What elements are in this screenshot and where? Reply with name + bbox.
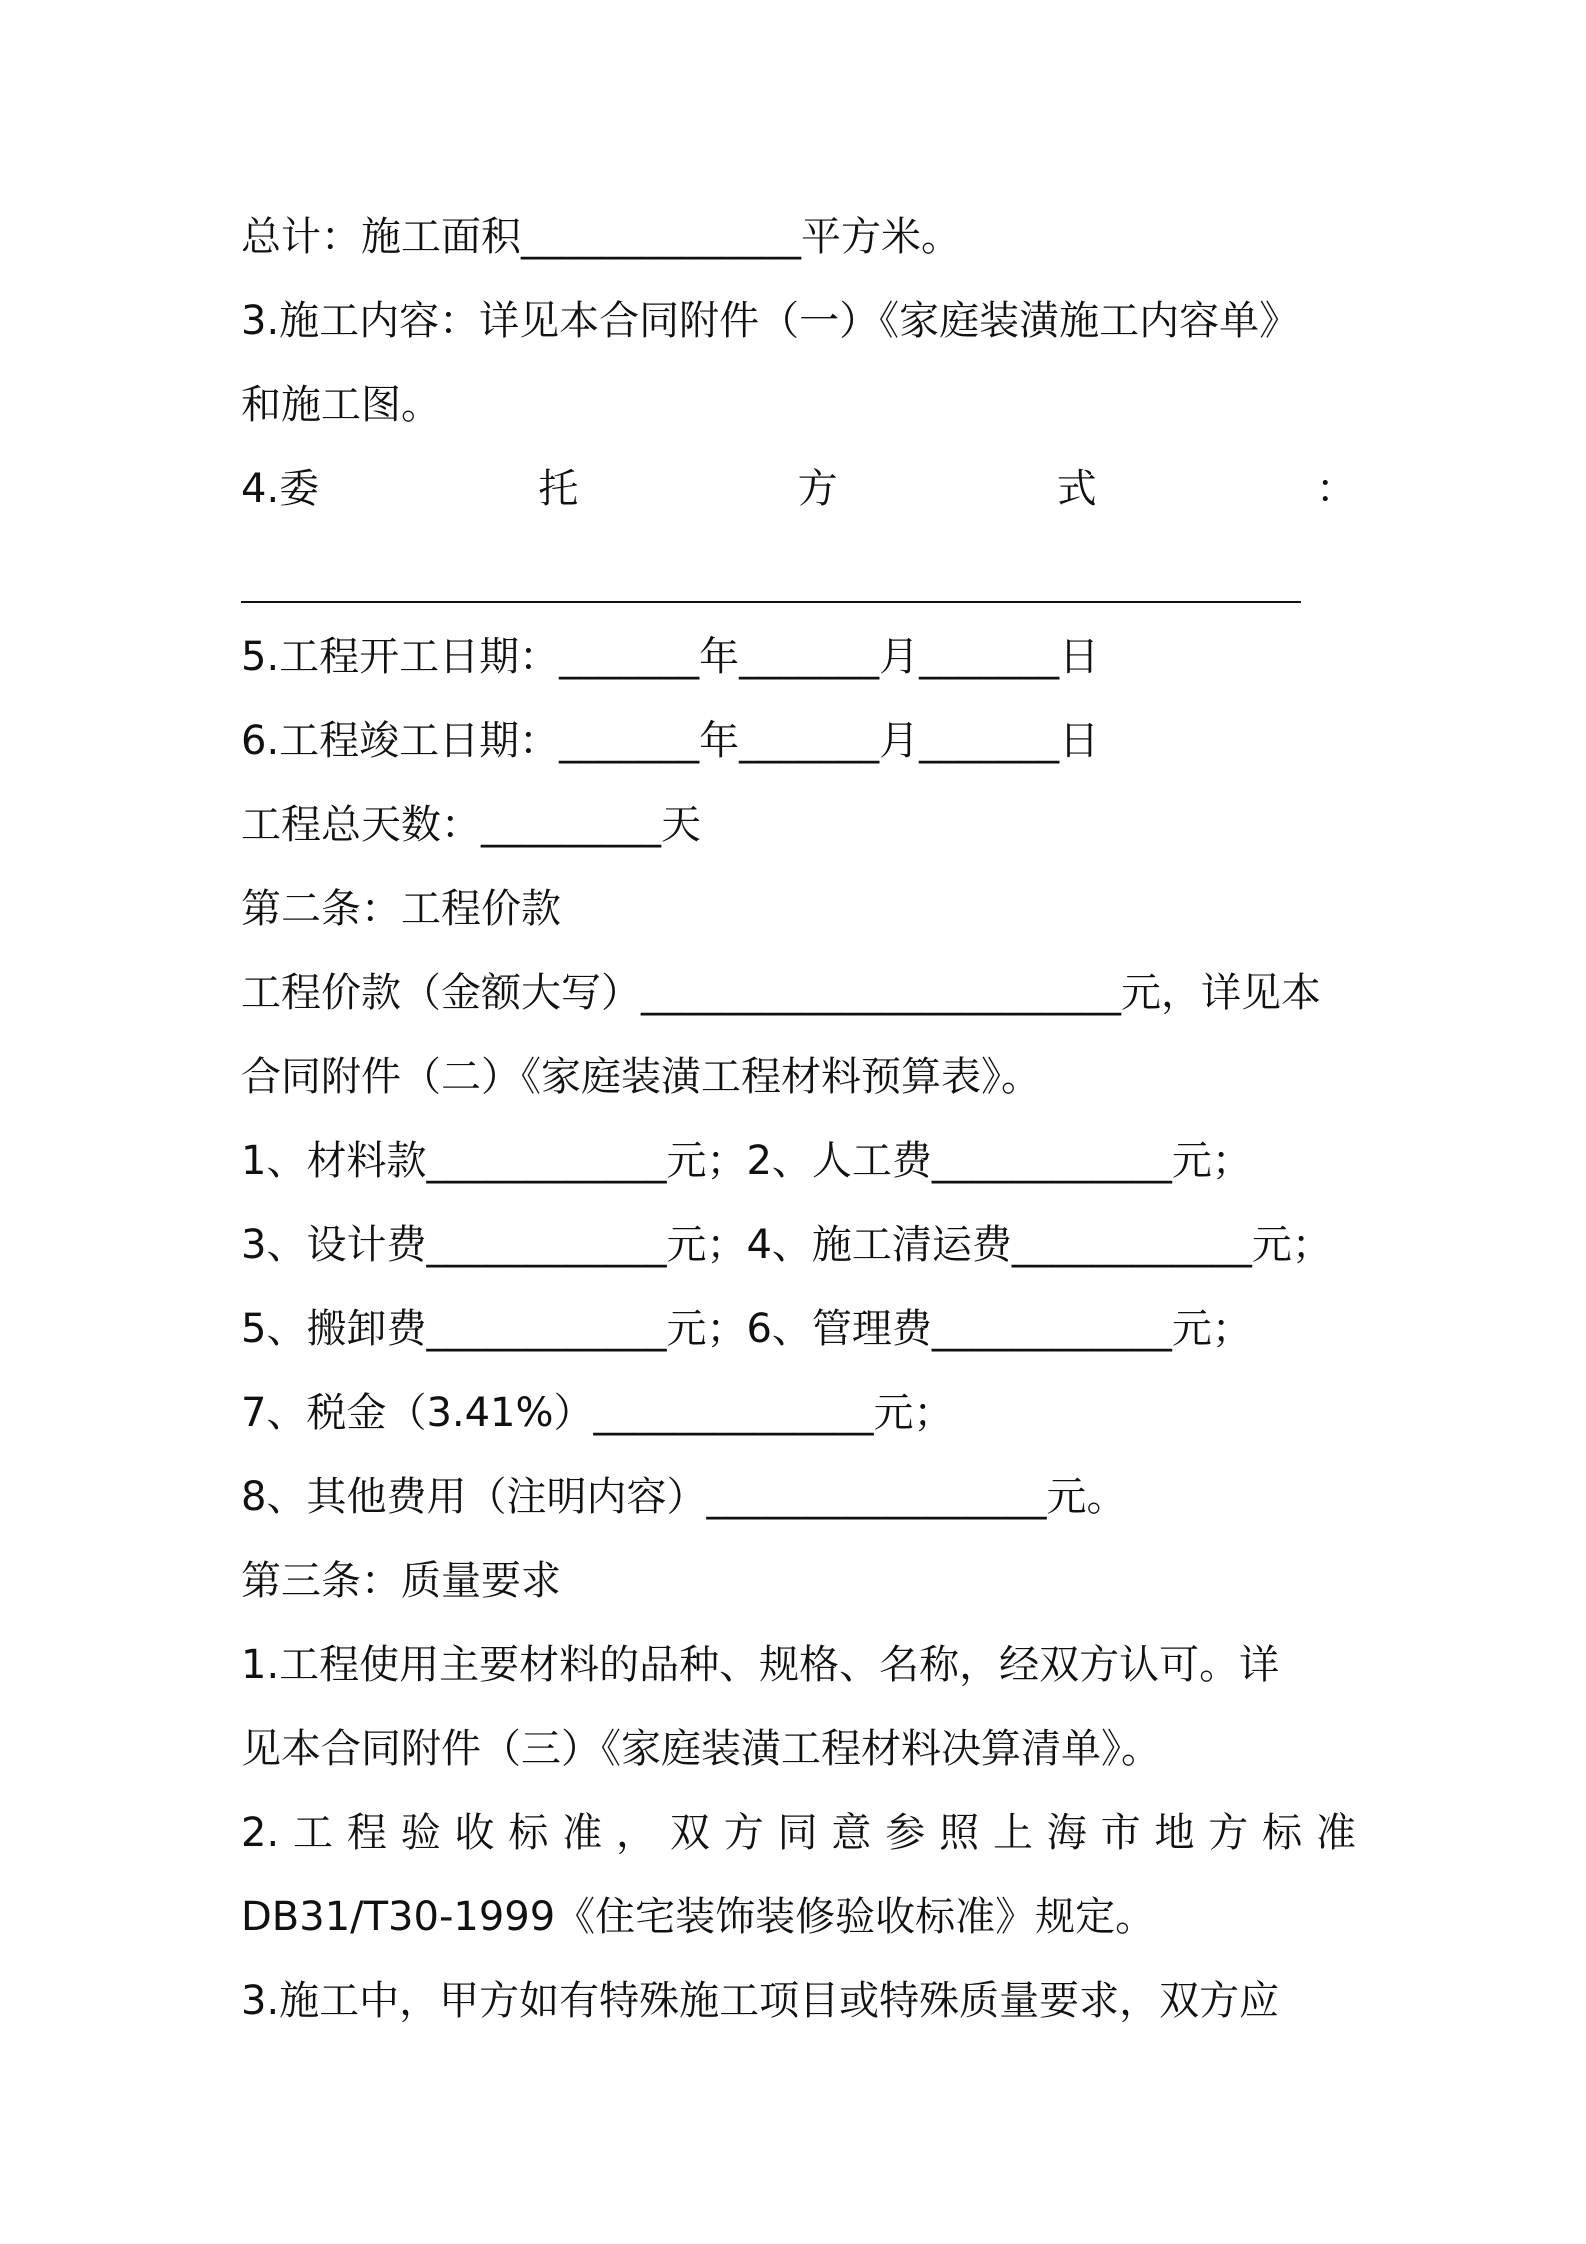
quality-item-2: 2.工程验收标准，双方同意参照上海市地方标准: [241, 1810, 1356, 1856]
quality-item-1-cont: 见本合同附件（三）《家庭装潢工程材料决算清单》。: [241, 1726, 1161, 1772]
entrust-method-line: [241, 447, 1356, 531]
tax-line: 7、税金（3.41%）______________元；: [241, 1390, 954, 1436]
fee-line-1: 1、材料款____________元；2、人工费____________元；: [241, 1138, 1252, 1184]
contract-text: [241, 195, 1356, 2043]
total-area-line: 总计：施工面积______________平方米。: [241, 214, 961, 260]
start-date-line: 5.工程开工日期：_______年_______月_______日: [241, 634, 1100, 680]
entrust-word-4: 式: [1056, 466, 1097, 512]
blank-rule: [241, 601, 1301, 603]
entrust-colon: ：: [1315, 466, 1356, 512]
completion-date-line: 6.工程竣工日期：_______年_______月_______日: [241, 718, 1100, 764]
entrust-blank-line: [241, 531, 1356, 615]
fee-line-3: 5、搬卸费____________元；6、管理费____________元；: [241, 1306, 1252, 1352]
price-line-cont: 合同附件（二）《家庭装潢工程材料预算表》。: [241, 1054, 1041, 1100]
price-line: 工程价款（金额大写）________________________元，详见本: [241, 970, 1321, 1016]
article-3-heading: 第三条：质量要求: [241, 1558, 561, 1604]
other-fees-line: 8、其他费用（注明内容）_________________元。: [241, 1474, 1127, 1520]
entrust-word-3: 方: [797, 466, 838, 512]
quality-item-2-cont: DB31/T30-1999《住宅装饰装修验收标准》规定。: [241, 1894, 1156, 1940]
entrust-word-1: 4.委: [241, 466, 320, 512]
entrust-word-2: 托: [538, 466, 579, 512]
fee-line-2: 3、设计费____________元；4、施工清运费____________元；: [241, 1222, 1332, 1268]
construction-content-line-cont: 和施工图。: [241, 382, 441, 428]
quality-item-3: 3.施工中，甲方如有特殊施工项目或特殊质量要求，双方应: [241, 1978, 1280, 2024]
quality-item-1: 1.工程使用主要材料的品种、规格、名称，经双方认可。详: [241, 1642, 1280, 1688]
construction-content-line: 3.施工内容：详见本合同附件（一）《家庭装潢施工内容单》: [241, 298, 1300, 344]
article-2-heading: 第二条：工程价款: [241, 886, 561, 932]
total-days-line: 工程总天数：_________天: [241, 802, 701, 848]
